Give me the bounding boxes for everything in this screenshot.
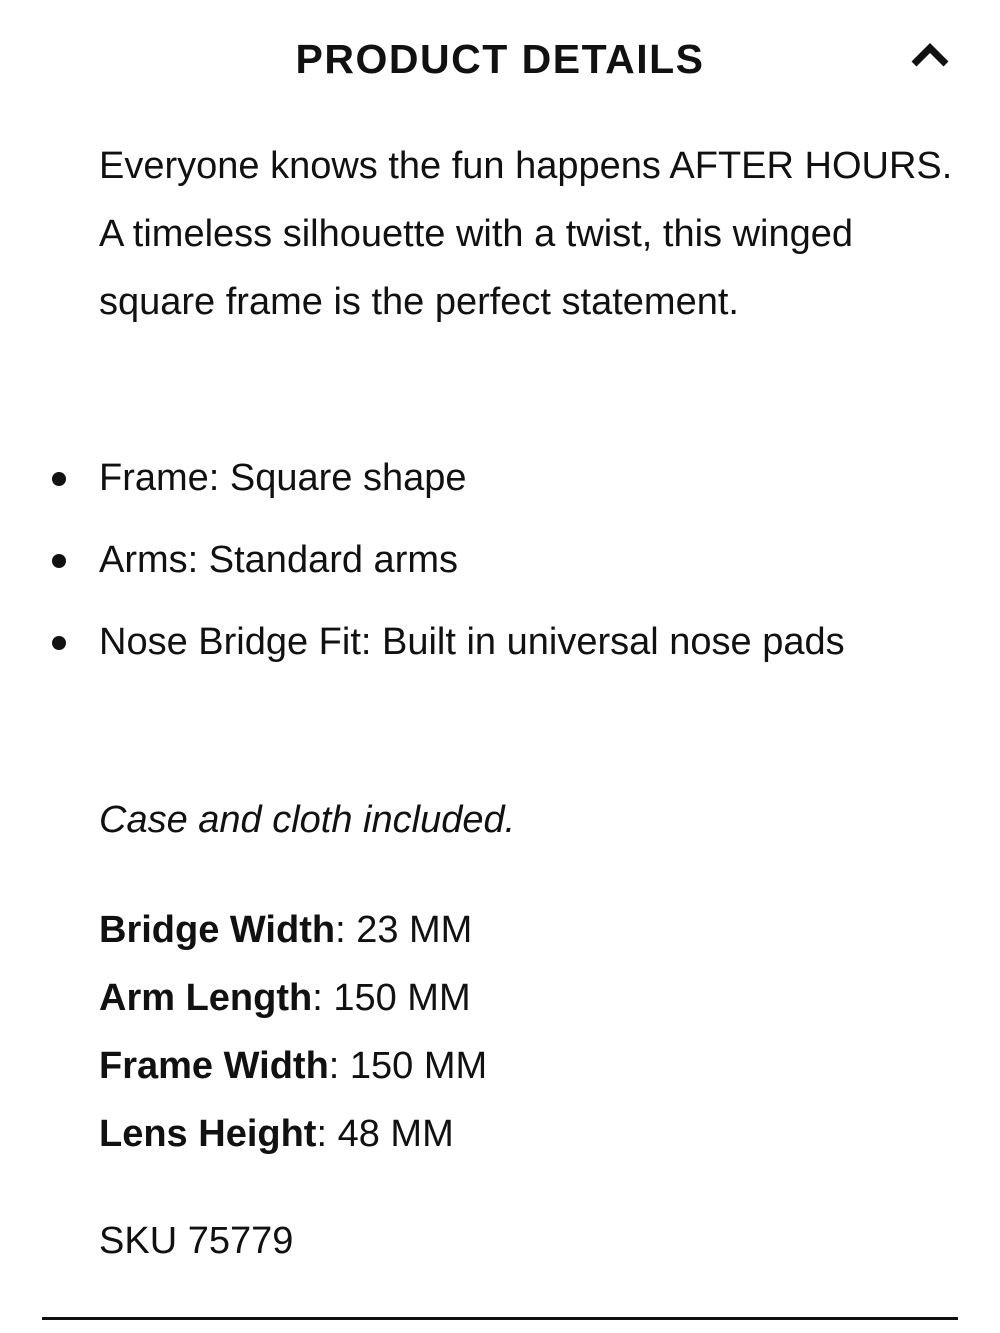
included-note: Case and cloth included. xyxy=(99,799,516,841)
product-details-content xyxy=(99,132,959,1262)
spec-key: Lens Height xyxy=(99,1113,317,1155)
accordion-header[interactable] xyxy=(0,0,1000,120)
feature-item: Arms: Standard arms xyxy=(99,526,919,594)
section-title: PRODUCT DETAILS xyxy=(295,36,705,82)
feature-item: Nose Bridge Fit: Built in universal nose pads xyxy=(99,608,919,676)
spec-row-lens-height xyxy=(99,1100,487,1168)
chevron-up-icon xyxy=(910,42,950,68)
spec-row-bridge-width xyxy=(99,896,487,964)
product-description: Everyone knows the fun happens AFTER HOURS. A timeless silhouette with a twist, this winged square frame is the perfect statement. xyxy=(99,145,953,323)
spec-key: Frame Width xyxy=(99,1045,329,1087)
sku-number: SKU 75779 xyxy=(99,1220,294,1262)
spec-row-arm-length xyxy=(99,964,487,1032)
spec-value: : 48 MM xyxy=(316,1113,454,1155)
feature-list xyxy=(99,444,919,690)
spec-list xyxy=(99,896,487,1168)
collapse-toggle-button[interactable] xyxy=(900,30,960,80)
spec-value: : 23 MM xyxy=(335,909,473,951)
spec-key: Arm Length xyxy=(99,977,313,1019)
spec-key: Bridge Width xyxy=(99,909,336,951)
spec-value: : 150 MM xyxy=(312,977,471,1019)
section-divider xyxy=(42,1317,958,1320)
feature-item: Frame: Square shape xyxy=(99,444,919,512)
spec-value: : 150 MM xyxy=(328,1045,488,1087)
spec-row-frame-width xyxy=(99,1032,487,1100)
